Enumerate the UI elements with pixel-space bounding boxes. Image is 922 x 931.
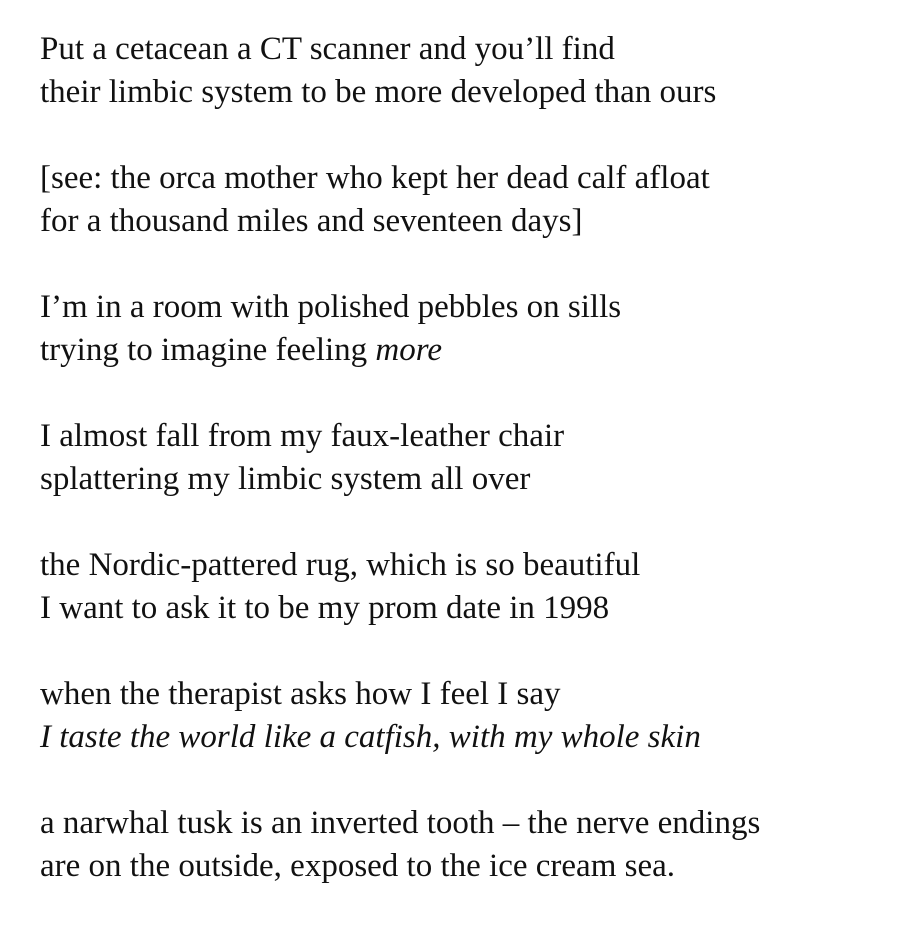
poem-line: splattering my limbic system all over (40, 461, 531, 497)
poem-line: their limbic system to be more developed than ours (40, 74, 717, 110)
poem-line: I’m in a room with polished pebbles on sills (40, 289, 622, 325)
poem-line-with-emphasis (40, 329, 910, 372)
poem-line: [see: the orca mother who kept her dead calf afloat (40, 160, 710, 196)
line-text: trying to imagine feeling (40, 332, 376, 368)
poem-line: I want to ask it to be my prom date in 1998 (40, 590, 610, 626)
poem-line: the Nordic-pattered rug, which is so beautiful (40, 547, 641, 583)
poem-line-italic: I taste the world like a catfish, with my whole skin (40, 719, 701, 755)
stanza-2 (40, 157, 910, 243)
poem-line: a narwhal tusk is an inverted tooth – the nerve endings (40, 805, 761, 841)
poem-line: I almost fall from my faux-leather chair (40, 418, 565, 454)
stanza-7 (40, 802, 910, 888)
stanza-6 (40, 673, 910, 759)
poem-line: are on the outside, exposed to the ice cream sea. (40, 848, 675, 884)
poem-line: for a thousand miles and seventeen days] (40, 203, 583, 239)
poem-line: Put a cetacean a CT scanner and you’ll find (40, 31, 615, 67)
poem (40, 28, 910, 931)
stanza-5 (40, 544, 910, 630)
stanza-1 (40, 28, 910, 114)
poem-line: when the therapist asks how I feel I say (40, 676, 561, 712)
stanza-4 (40, 415, 910, 501)
emphasized-word: more (375, 332, 443, 368)
stanza-3 (40, 286, 910, 372)
